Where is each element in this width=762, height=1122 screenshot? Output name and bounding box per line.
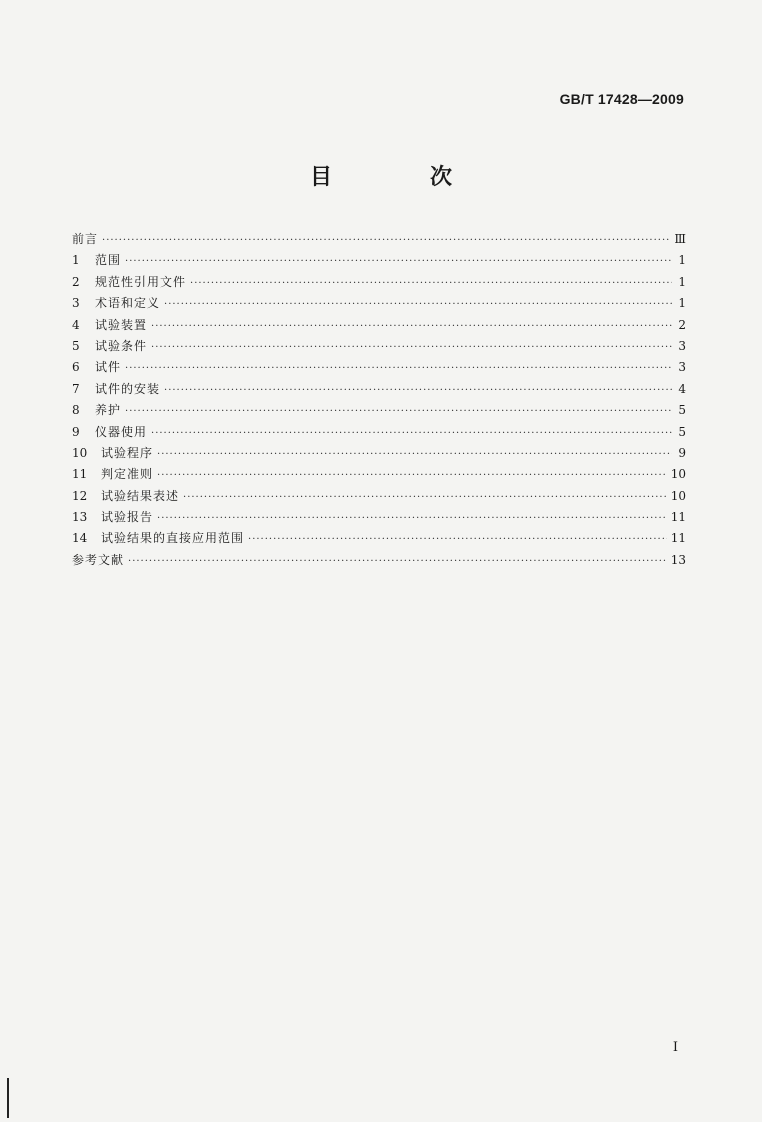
toc-entry-page: 1 <box>678 253 686 268</box>
toc-entry-label: 规范性引用文件 <box>95 274 187 289</box>
toc-leader-dots <box>157 444 672 465</box>
toc-entry-label: 试验装置 <box>95 317 148 332</box>
table-of-contents <box>72 229 686 571</box>
toc-leader-dots <box>190 273 672 294</box>
toc-leader-dots <box>128 551 667 572</box>
toc-entry[interactable] <box>72 464 686 485</box>
toc-entry[interactable] <box>72 315 686 336</box>
toc-entry-label: 试验程序 <box>101 445 154 460</box>
toc-entry-label: 判定准则 <box>101 467 154 482</box>
toc-entry-number: 4 <box>72 317 80 332</box>
toc-entry-page: 1 <box>678 296 686 311</box>
standard-number: GB/T 17428—2009 <box>559 91 684 107</box>
toc-entry[interactable] <box>72 486 686 507</box>
toc-entry-number: 3 <box>72 296 80 311</box>
toc-entry-number: 12 <box>72 488 88 503</box>
toc-entry-number: 8 <box>72 403 80 418</box>
toc-entry-label: 试验报告 <box>101 510 154 525</box>
toc-leader-dots <box>248 529 667 550</box>
toc-entry-label: 试件 <box>95 360 122 375</box>
toc-leader-dots <box>125 401 672 422</box>
toc-entry-label: 试验结果表述 <box>101 488 180 503</box>
toc-entry-label: 试件的安装 <box>95 381 161 396</box>
toc-entry-label: 养护 <box>95 403 122 418</box>
toc-entry[interactable] <box>72 357 686 378</box>
toc-leader-dots <box>151 337 672 358</box>
toc-entry-page: 10 <box>670 488 686 503</box>
toc-entry-number: 7 <box>72 381 80 396</box>
toc-entry-label: 仪器使用 <box>95 424 148 439</box>
toc-entry-page: 1 <box>678 274 686 289</box>
toc-entry-label: 试验结果的直接应用范围 <box>101 531 245 546</box>
toc-leader-dots <box>151 423 672 444</box>
toc-entry-number: 1 <box>72 253 80 268</box>
toc-entry-label: 试验条件 <box>95 338 148 353</box>
toc-entry-number: 13 <box>72 510 88 525</box>
toc-entry-number: 14 <box>72 531 88 546</box>
page-number: I <box>672 1040 678 1055</box>
toc-entry-number: 11 <box>72 467 88 482</box>
toc-entry-label: 范围 <box>95 253 122 268</box>
toc-leader-dots <box>157 508 667 529</box>
toc-entry-page: 13 <box>670 552 686 567</box>
toc-leader-dots <box>151 316 672 337</box>
toc-leader-dots <box>125 251 672 272</box>
toc-entry[interactable] <box>72 528 686 549</box>
toc-entry-page: 5 <box>678 403 686 418</box>
toc-entry-page: 2 <box>678 317 686 332</box>
toc-entry-page: 5 <box>678 424 686 439</box>
toc-entry[interactable] <box>72 250 686 271</box>
toc-entry-page: Ⅲ <box>674 232 686 246</box>
toc-entry-number: 5 <box>72 338 80 353</box>
toc-entry-page: 11 <box>670 531 686 546</box>
toc-entry[interactable] <box>72 272 686 293</box>
scan-edge-mark <box>7 1078 9 1118</box>
toc-entry-label: 参考文献 <box>72 552 125 567</box>
toc-entry-label: 术语和定义 <box>95 296 161 311</box>
toc-entry-page: 9 <box>678 445 686 460</box>
toc-entry-page: 3 <box>678 338 686 353</box>
toc-entry-page: 3 <box>678 360 686 375</box>
toc-leader-dots <box>157 465 667 486</box>
toc-leader-dots <box>183 487 667 508</box>
toc-entry[interactable] <box>72 379 686 400</box>
toc-entry[interactable] <box>72 336 686 357</box>
toc-entry-number: 6 <box>72 360 80 375</box>
toc-entry-page: 4 <box>678 381 686 396</box>
toc-title: 目 次 <box>309 165 490 190</box>
toc-entry-number: 2 <box>72 274 80 289</box>
toc-entry[interactable] <box>72 293 686 314</box>
toc-entry[interactable] <box>72 229 686 250</box>
toc-leader-dots <box>164 294 672 315</box>
toc-entry[interactable] <box>72 400 686 421</box>
toc-entry-number: 9 <box>72 424 80 439</box>
toc-entry[interactable] <box>72 422 686 443</box>
toc-entry[interactable] <box>72 550 686 571</box>
toc-entry-number: 10 <box>72 445 88 460</box>
toc-entry-page: 11 <box>670 510 686 525</box>
toc-entry[interactable] <box>72 507 686 528</box>
toc-leader-dots <box>102 230 670 251</box>
toc-leader-dots <box>125 358 672 379</box>
toc-entry[interactable] <box>72 443 686 464</box>
toc-entry-page: 10 <box>670 467 686 482</box>
toc-leader-dots <box>164 380 672 401</box>
toc-entry-label: 前言 <box>72 232 99 246</box>
